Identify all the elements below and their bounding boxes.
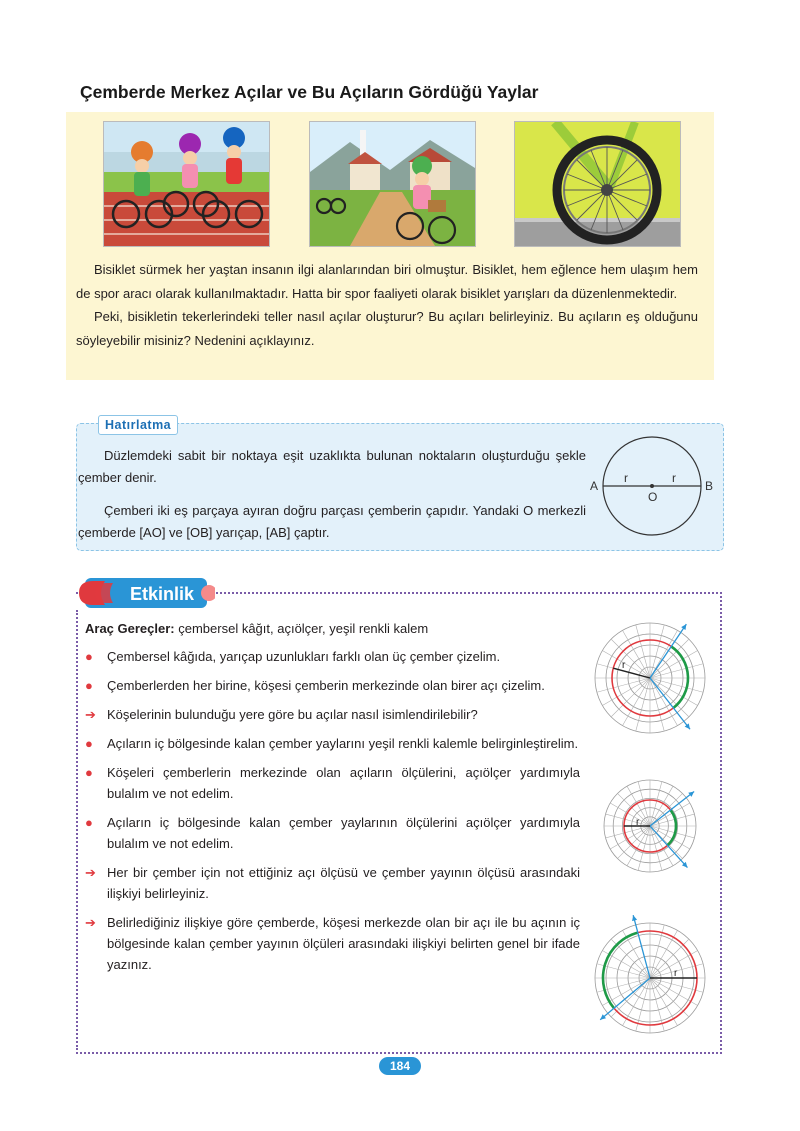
polar-figure-2	[588, 770, 718, 888]
list-item: ● Açıların iç bölgesinde kalan çember yaylarını yeşil renkli kalemle belirginleştirelim.	[85, 733, 580, 754]
arrow-right-icon: ➔	[85, 915, 96, 930]
radius-label: r	[674, 968, 678, 979]
tools-line	[85, 621, 428, 636]
arrow-head	[681, 624, 686, 630]
page-number: 184	[379, 1057, 421, 1075]
bullet-icon: ●	[85, 678, 93, 693]
polar-figure-3	[588, 906, 718, 1046]
bullet-icon: ●	[85, 649, 93, 664]
bullet-icon: ●	[85, 815, 93, 830]
intro-paragraph-2: Peki, bisikletin tekerlerindeki teller nasıl açılar oluşturur? Bu açıları belirleyiniz. Bu açıların eş olduğunu söyleyebilir misiniz? Nedenini açıklayınız.	[76, 309, 698, 348]
bicycle-wheel-image	[514, 121, 681, 247]
angle-ray	[633, 915, 650, 978]
circle-diameter-figure	[586, 434, 716, 544]
radius-line	[613, 668, 650, 678]
polar-figure-1	[588, 622, 718, 740]
intro-paragraph-1: Bisiklet sürmek her yaştan insanın ilgi alanlarından biri olmuştur. Bisiklet, hem eğlence hem ulaşım hem de spor aracı olarak kullanılmaktadır. Hatta bir spor faaliyeti olarak bisiklet yarışları da düzenlenmektedir.	[76, 262, 698, 301]
activity-border-left	[76, 610, 78, 1050]
list-item: ● Açıların iç bölgesinde kalan çember yaylarının ölçülerini açıölçer yardımıyla bulalım ve not edelim.	[85, 812, 580, 854]
green-arc	[603, 933, 638, 1009]
cyclists-track-image	[103, 121, 270, 247]
label-r-right: r	[672, 471, 676, 485]
intro-text	[76, 258, 698, 352]
label-a: A	[590, 479, 599, 493]
list-item: ➔ Her bir çember için not ettiğiniz açı ölçüsü ve çember yayının ölçüsü arasındaki ilişkiyi belirleyiniz.	[85, 862, 580, 904]
list-item: ➔ Köşelerinin bulunduğu yere göre bu açılar nasıl isimlendirilebilir?	[85, 704, 580, 725]
label-o: O	[648, 490, 658, 504]
reminder-paragraph-1: Düzlemdeki sabit bir noktaya eşit uzaklıkta bulunan noktaların oluşturduğu şekle çember denir.	[78, 448, 586, 485]
radius-label: r	[636, 817, 640, 828]
center-point	[650, 484, 654, 488]
bullet-icon: ●	[85, 765, 93, 780]
activity-title: Etkinlik	[130, 584, 195, 604]
page-title: Çemberde Merkez Açılar ve Bu Açıların Gördüğü Yaylar	[80, 82, 539, 102]
label-b: B	[705, 479, 714, 493]
list-item: ➔ Belirlediğiniz ilişkiye göre çemberde, köşesi merkezde olan bir açı ile bu açının iç bölgesinde kalan çember yayının ölçüleri arasındaki ilişkiyi belirten genel bir ifade yazınız.	[85, 912, 580, 975]
activity-steps	[85, 646, 580, 983]
list-item: ● Köşeleri çemberlerin merkezinde olan açıların ölçülerini, açıölçer yardımıyla bulalım ve not edelim.	[85, 762, 580, 804]
list-item: ● Çemberlerden her birine, köşesi çemberin merkezinde olan birer açı çizelim.	[85, 675, 580, 696]
tools-list: çembersel kâğıt, açıölçer, yeşil renkli kalem	[174, 621, 429, 636]
reminder-label: Hatırlatma	[98, 415, 178, 435]
reminder-paragraph-2: Çemberi iki eş parçaya ayıran doğru parçası çemberin çapıdır. Yandaki O merkezli çemberde [AO] ve [OB] yarıçap, [AB] çaptır.	[78, 503, 586, 540]
arrow-right-icon: ➔	[85, 707, 96, 722]
tools-label: Araç Gereçler:	[85, 621, 175, 636]
bullet-icon: ●	[85, 736, 93, 751]
label-r-left: r	[624, 471, 628, 485]
radius-label: r	[622, 660, 626, 671]
activity-tab	[77, 577, 215, 609]
reminder-text	[78, 445, 586, 555]
arrow-right-icon: ➔	[85, 865, 96, 880]
list-item: ● Çembersel kâğıda, yarıçap uzunlukları farklı olan üç çember çizelim.	[85, 646, 580, 667]
village-cyclist-image	[309, 121, 476, 247]
